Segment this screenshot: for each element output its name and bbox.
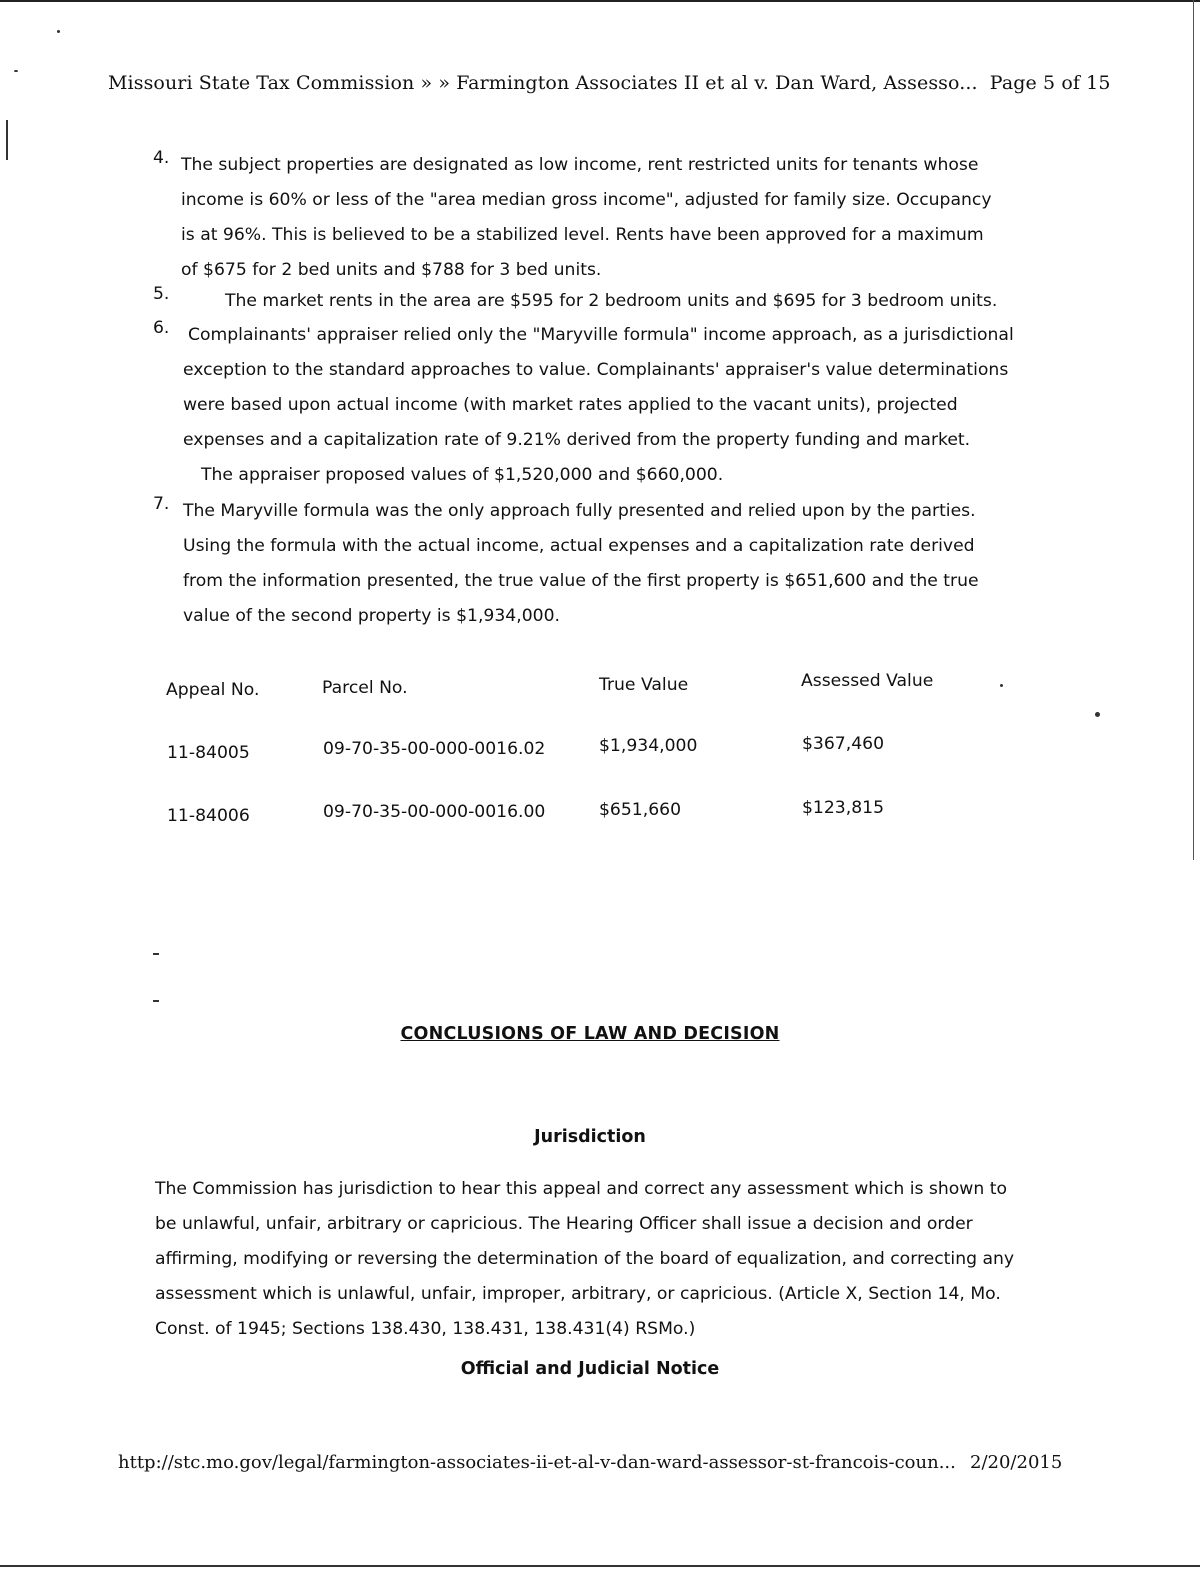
footer-date: 2/20/2015 [970,1452,1063,1473]
table-cell-true-value: $1,934,000 [599,736,698,756]
finding-line: of $675 for 2 bed units and $788 for 3 bed units. [181,260,602,280]
finding-number: 4. [153,148,170,168]
paragraph-line: The Commission has jurisdiction to hear this appeal and correct any assessment which is shown to [155,1179,1007,1199]
scan-speck [57,30,60,33]
table-cell-parcel-no: 09-70-35-00-000-0016.02 [323,739,546,759]
table-cell-true-value: $651,660 [599,800,682,820]
jurisdiction-heading: Jurisdiction [534,1127,646,1147]
scan-speck [14,70,18,72]
finding-line: income is 60% or less of the "area median gross income", adjusted for family size. Occupancy [181,190,992,210]
finding-line: Using the formula with the actual income, actual expenses and a capitalization rate derived [183,536,975,556]
finding-line: exception to the standard approaches to value. Complainants' appraiser's value determinations [183,360,1009,380]
scan-speck [153,1000,159,1002]
official-notice-heading: Official and Judicial Notice [460,1359,720,1379]
finding-number: 5. [153,284,170,304]
table-header-true-value: True Value [599,675,689,695]
finding-number: 7. [153,494,170,514]
paragraph-line: be unlawful, unfair, arbitrary or capricious. The Hearing Officer shall issue a decision and order [155,1214,973,1234]
table-cell-assessed-value: $123,815 [802,798,885,818]
page-border-bottom [0,1565,1200,1567]
finding-line: is at 96%. This is believed to be a stabilized level. Rents have been approved for a maximum [181,225,984,245]
scan-speck [1000,684,1003,687]
table-cell-assessed-value: $367,460 [802,734,885,754]
finding-line: from the information presented, the true value of the first property is $651,600 and the true [183,571,979,591]
footer-url: http://stc.mo.gov/legal/farmington-associates-ii-et-al-v-dan-ward-assessor-st-francois-coun... [118,1452,956,1473]
table-cell-appeal-no: 11-84005 [167,743,250,763]
scan-edge-mark [6,120,8,160]
print-header [108,72,1111,94]
finding-4 [153,148,1033,288]
header-source: Missouri State Tax Commission » » Farmington Associates II et al v. Dan Ward, Assesso... [108,72,978,94]
scan-speck [1095,712,1100,717]
finding-line: The subject properties are designated as low income, rent restricted units for tenants whose [181,155,979,175]
jurisdiction-paragraph [155,1172,1055,1347]
table-header-appeal-no: Appeal No. [166,680,260,700]
finding-line: value of the second property is $1,934,000. [183,606,560,626]
finding-line: The Maryville formula was the only approach fully presented and relied upon by the parties. [183,501,976,521]
finding-line: expenses and a capitalization rate of 9.21% derived from the property funding and market. [183,430,971,450]
header-page-number: Page 5 of 15 [989,72,1111,94]
finding-number: 6. [153,318,170,338]
paragraph-line: assessment which is unlawful, unfair, improper, arbitrary, or capricious. (Article X, Section 14, Mo. [155,1284,1001,1304]
table-cell-appeal-no: 11-84006 [167,806,250,826]
finding-7 [153,494,1033,634]
finding-line: The market rents in the area are $595 for 2 bedroom units and $695 for 3 bedroom units. [225,291,998,311]
finding-line: Complainants' appraiser relied only the "Maryville formula" income approach, as a jurisdictional [188,325,1014,345]
page-border-right [1193,0,1194,860]
conclusions-heading: CONCLUSIONS OF LAW AND DECISION [400,1024,780,1044]
page-border-top [0,0,1200,2]
paragraph-line: affirming, modifying or reversing the determination of the board of equalization, and correcting any [155,1249,1015,1269]
finding-6 [153,318,1033,493]
table-cell-parcel-no: 09-70-35-00-000-0016.00 [323,802,546,822]
scan-speck [153,953,159,955]
table-header-assessed-value: Assessed Value [801,671,934,691]
finding-5 [153,284,1033,319]
paragraph-line: Const. of 1945; Sections 138.430, 138.431, 138.431(4) RSMo.) [155,1319,696,1339]
finding-line: were based upon actual income (with market rates applied to the vacant units), projected [183,395,958,415]
finding-line: The appraiser proposed values of $1,520,000 and $660,000. [201,465,724,485]
table-header-parcel-no: Parcel No. [322,678,408,698]
